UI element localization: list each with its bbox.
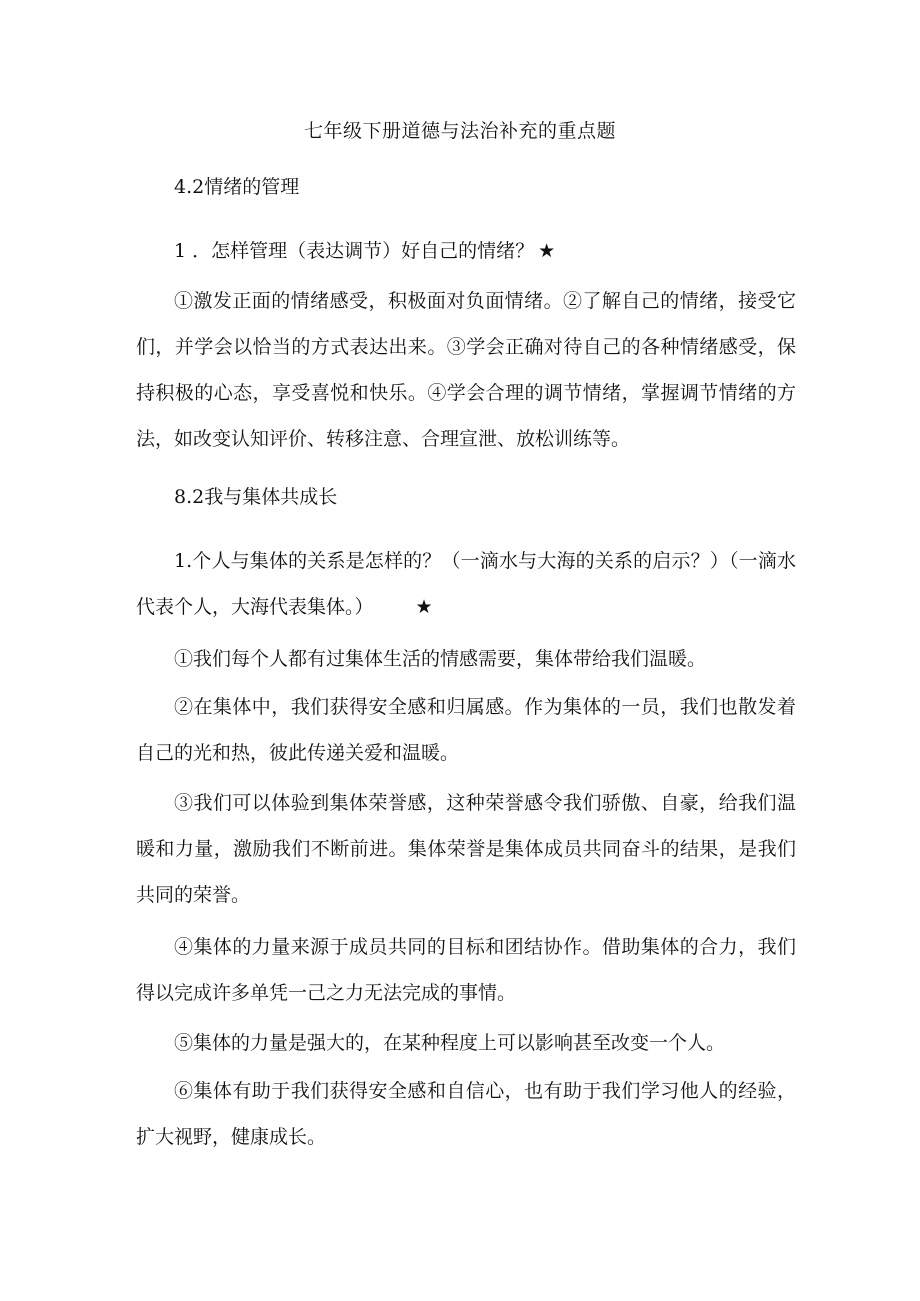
section-heading-collective: 8.2我与集体共成长 xyxy=(174,486,338,508)
answer-item: ④集体的力量来源于成员共同的目标和团结协作。借助集体的合力，我们得以完成许多单凭一己之力无法完成的事情。 xyxy=(136,936,796,1004)
star-icon: ★ xyxy=(415,596,433,618)
question-text: 1 ．怎样管理（表达调节）好自己的情绪？ xyxy=(174,240,535,262)
document-title: 七年级下册道德与法治补充的重点题 xyxy=(303,120,616,142)
answer-item: ①我们每个人都有过集体生活的情感需要，集体带给我们温暖。 xyxy=(174,648,707,670)
question-emotion-management xyxy=(174,238,555,264)
section-heading-emotion: 4.2情绪的管理 xyxy=(174,176,300,198)
answer-item: ⑤集体的力量是强大的，在某种程度上可以影响甚至改变一个人。 xyxy=(174,1032,726,1054)
question-individual-collective xyxy=(136,538,796,630)
answer-item: ②在集体中，我们获得安全感和归属感。作为集体的一员，我们也散发着自己的光和热，彼此传递关爱和温暖。 xyxy=(136,696,796,764)
star-icon: ★ xyxy=(538,240,556,262)
question-text: 1.个人与集体的关系是怎样的？（一滴水与大海的关系的启示？）（一滴水代表个人，大海代表集体。） xyxy=(136,550,796,618)
answer-item: ③我们可以体验到集体荣誉感，这种荣誉感令我们骄傲、自豪，给我们温暖和力量，激励我们不断前进。集体荣誉是集体成员共同奋斗的结果，是我们共同的荣誉。 xyxy=(136,792,796,906)
answer-item: ⑥集体有助于我们获得安全感和自信心，也有助于我们学习他人的经验，扩大视野，健康成长。 xyxy=(136,1080,796,1148)
answer-emotion-management: ①激发正面的情绪感受，积极面对负面情绪。②了解自己的情绪，接受它们，并学会以恰当的方式表达出来。③学会正确对待自己的各种情绪感受，保持积极的心态，享受喜悦和快乐。④学会合理的调节情绪，掌握调节情绪的方法，如改变认知评价、转移注意、合理宣泄、放松训练等。 xyxy=(136,290,796,450)
